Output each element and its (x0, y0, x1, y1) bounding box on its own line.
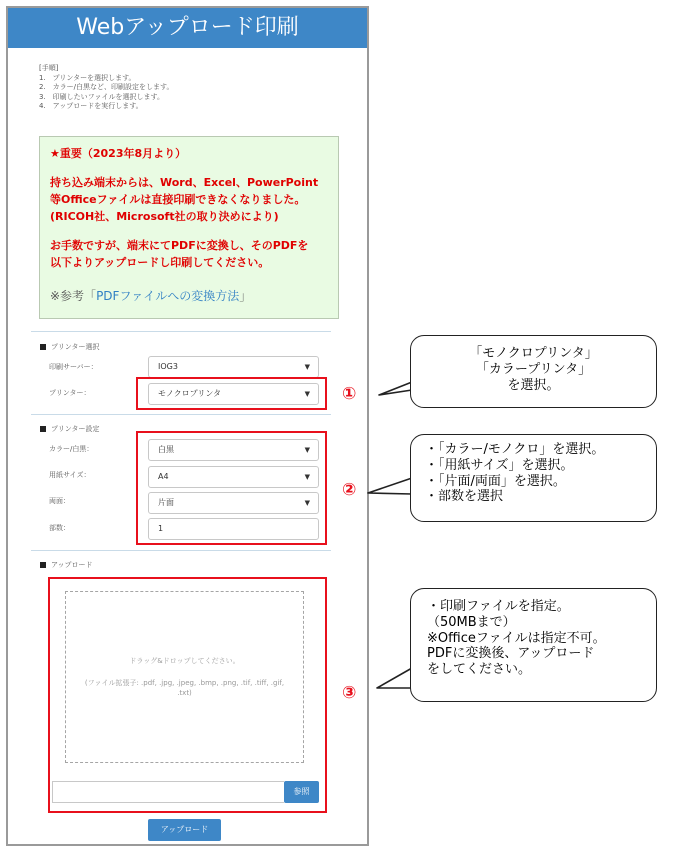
page-title: Webアップロード印刷 (8, 8, 367, 48)
steps-heading: [手順] (39, 64, 59, 72)
callout-printer: 「モノクロプリンタ」 「カラープリンタ」 を選択。 (410, 335, 657, 408)
chevron-down-icon: ▼ (304, 363, 310, 371)
pdf-conversion-link[interactable]: PDFファイルへの変換方法 (96, 289, 240, 303)
notice-line-2: 等Officeファイルは直接印刷できなくなりました。 (50, 193, 306, 206)
color-label: カラー/白黒： (49, 445, 94, 453)
notice-line-1: 持ち込み端末からは、Word、Excel、PowerPoint (50, 176, 319, 189)
notice-line-3: (RICOH社、Microsoft社の取り決めにより) (50, 210, 279, 223)
chevron-down-icon: ▼ (304, 446, 310, 454)
printer-section-title: プリンター選択 (40, 342, 99, 352)
duplex-label: 両面： (49, 497, 70, 505)
step-1: 1. プリンターを選択します。 (39, 73, 136, 82)
color-select[interactable]: 白黒 ▼ (148, 439, 319, 461)
upload-section-title: アップロード (40, 560, 93, 570)
paper-size-label: 用紙サイズ： (49, 471, 91, 479)
server-select[interactable]: IOG3 ▼ (148, 356, 319, 378)
callout-settings: ・「カラー/モノクロ」を選択。 ・「用紙サイズ」を選択。 ・「片面/両面」を選択。 ・部数を選択 (410, 434, 657, 522)
browse-button[interactable]: 参照 (284, 781, 319, 803)
file-extensions-line-2: .txt) (177, 689, 192, 697)
notice-title: ★重要（2023年8月より） (50, 147, 187, 160)
notice-line-4: お手数ですが、端末にてPDFに変換し、そのPDFを (50, 239, 309, 252)
step-2: 2. カラー/白黒など、印刷設定をします。 (39, 83, 174, 91)
dropzone-instruction: ドラッグ&ドロップしてください。 (129, 657, 240, 665)
chevron-down-icon: ▼ (304, 473, 310, 481)
step-4: 4. アップロードを実行します。 (39, 102, 143, 110)
file-extensions-line-1: (ファイル拡張子: .pdf, .jpg, .jpeg, .bmp, .png, .tif, .tiff, .gif, (84, 679, 285, 687)
notice-reference: ※参考「PDFファイルへの変換方法」 (50, 289, 252, 303)
chevron-down-icon: ▼ (304, 390, 310, 398)
marker-1: ① (342, 384, 357, 404)
printer-label: プリンター： (49, 389, 91, 397)
notice-line-5: 以下よりアップロードし印刷してください。 (50, 256, 270, 269)
marker-3: ③ (342, 683, 357, 703)
server-label: 印刷サーバー： (49, 363, 98, 371)
marker-2: ② (342, 480, 357, 500)
chevron-down-icon: ▼ (304, 499, 310, 507)
settings-section-title: プリンター設定 (40, 424, 99, 434)
paper-size-select[interactable]: A4 ▼ (148, 466, 319, 488)
upload-button[interactable]: アップロード (148, 819, 221, 841)
printer-select[interactable]: モノクロプリンタ ▼ (148, 383, 319, 405)
copies-label: 部数： (49, 524, 70, 532)
duplex-select[interactable]: 片面 ▼ (148, 492, 319, 514)
step-3: 3. 印刷したいファイルを選択します。 (39, 92, 164, 101)
copies-input[interactable]: 1 (148, 518, 319, 540)
callout-upload: ・印刷ファイルを指定。 （50MBまで） ※Officeファイルは指定不可。 PDFに変換後、アップロード をしてください。 (410, 588, 657, 702)
